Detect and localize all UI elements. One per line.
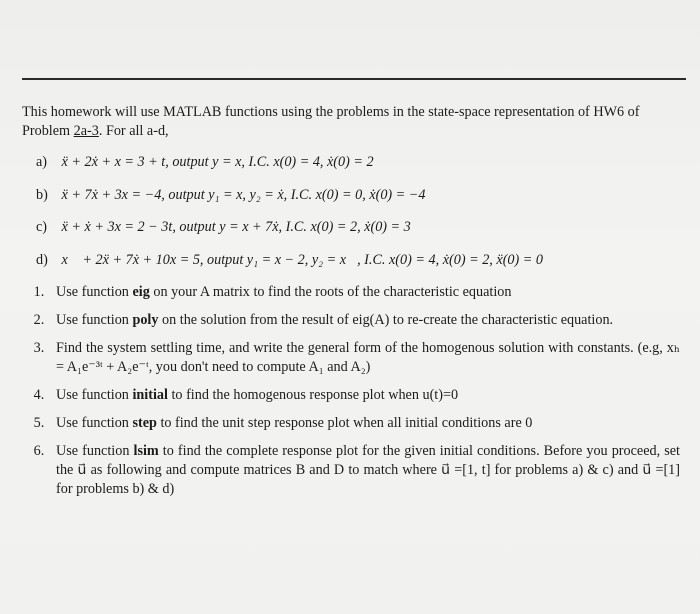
task-text-pre: Use function [56, 312, 133, 328]
problem-equation: ẍ + 2ẋ + x = 3 + t, output y = x, I.C. x(0) = 4, ẋ(0) = 2 [61, 154, 374, 170]
problem-equation: x⃛ + 2ẍ + 7ẋ + 10x = 5, output y₁ = x − 2, y₂ = x⃛, I.C. x(0) = 4, ẋ(0) = 2, ẍ(0) = 0 [61, 251, 544, 268]
task-number: 1. [33, 284, 45, 300]
task-text-post: to find the complete response plot for the given initial conditions. Before you proceed, set the u⃗ as following and compute matrices B and D to match where u⃗ =[1, t] for problems a) & c) and u⃗ =[1] for problems b) & d) [56, 443, 680, 497]
task-item-6 [22, 442, 686, 499]
task-text-pre: Use function [56, 387, 133, 403]
task-number: 6. [33, 443, 45, 459]
task-text-post: to find the homogenous response plot when u(t)=0 [167, 387, 459, 403]
problem-b [36, 186, 686, 205]
matlab-function-name: eig [132, 284, 150, 300]
task-text [56, 442, 686, 499]
task-item-3 [22, 339, 686, 377]
intro-text: This homework will use MATLAB functions using the problems in the state-space representation of HW6 of Problem [22, 104, 640, 139]
problem-equation: ẍ + 7ẋ + 3x = −4, output y₁ = x, y₂ = ẋ, I.C. x(0) = 0, ẋ(0) = −4 [61, 186, 426, 203]
task-text-pre: Use function [56, 284, 133, 300]
task-number: 4. [33, 387, 45, 403]
intro-text-end: . For all a-d, [98, 123, 169, 139]
task-item-5 [22, 414, 686, 433]
matlab-function-name: initial [132, 387, 168, 403]
problem-label: c) [36, 219, 48, 235]
task-text [56, 386, 686, 405]
task-number: 5. [33, 415, 45, 431]
matlab-function-name: lsim [133, 443, 159, 459]
matlab-function-name: poly [132, 312, 159, 328]
homework-document [22, 103, 686, 508]
matlab-function-name: step [132, 415, 157, 431]
problem-label: d) [36, 251, 48, 268]
problem-equation: ẍ + ẋ + 3x = 2 − 3t, output y = x + 7ẋ, I.C. x(0) = 2, ẋ(0) = 3 [61, 219, 411, 235]
task-number: 3. [33, 340, 45, 356]
problem-label: a) [36, 154, 48, 170]
task-text-post: to find the unit step response plot when all initial conditions are 0 [156, 415, 533, 431]
header-rule [22, 78, 686, 80]
task-text-pre: Find the system settling time, and write the general form of the homogenous solution with constants. (e.g, xₕ = A₁e⁻³ᵗ + A₂e⁻ᵗ, you don't need to compute A₁ and A₂) [56, 340, 680, 375]
problem-d [36, 251, 686, 270]
task-list [22, 283, 686, 499]
task-item-4 [22, 386, 686, 405]
problem-a [36, 153, 686, 172]
problem-c [36, 218, 686, 237]
task-text-post: on your A matrix to find the roots of the characteristic equation [149, 284, 512, 300]
task-text-pre: Use function [56, 443, 134, 459]
task-text-post: on the solution from the result of eig(A) to re-create the characteristic equation. [158, 312, 614, 328]
task-text [56, 311, 686, 330]
problem-list [36, 153, 686, 270]
task-text-pre: Use function [56, 415, 133, 431]
task-number: 2. [33, 312, 45, 328]
problem-reference-link[interactable]: 2a-3 [73, 123, 99, 139]
task-text [56, 414, 686, 433]
task-text [56, 339, 686, 377]
intro-paragraph [22, 103, 686, 141]
task-item-1 [22, 283, 686, 302]
task-text [56, 283, 686, 302]
problem-label: b) [36, 186, 48, 203]
task-item-2 [22, 311, 686, 330]
